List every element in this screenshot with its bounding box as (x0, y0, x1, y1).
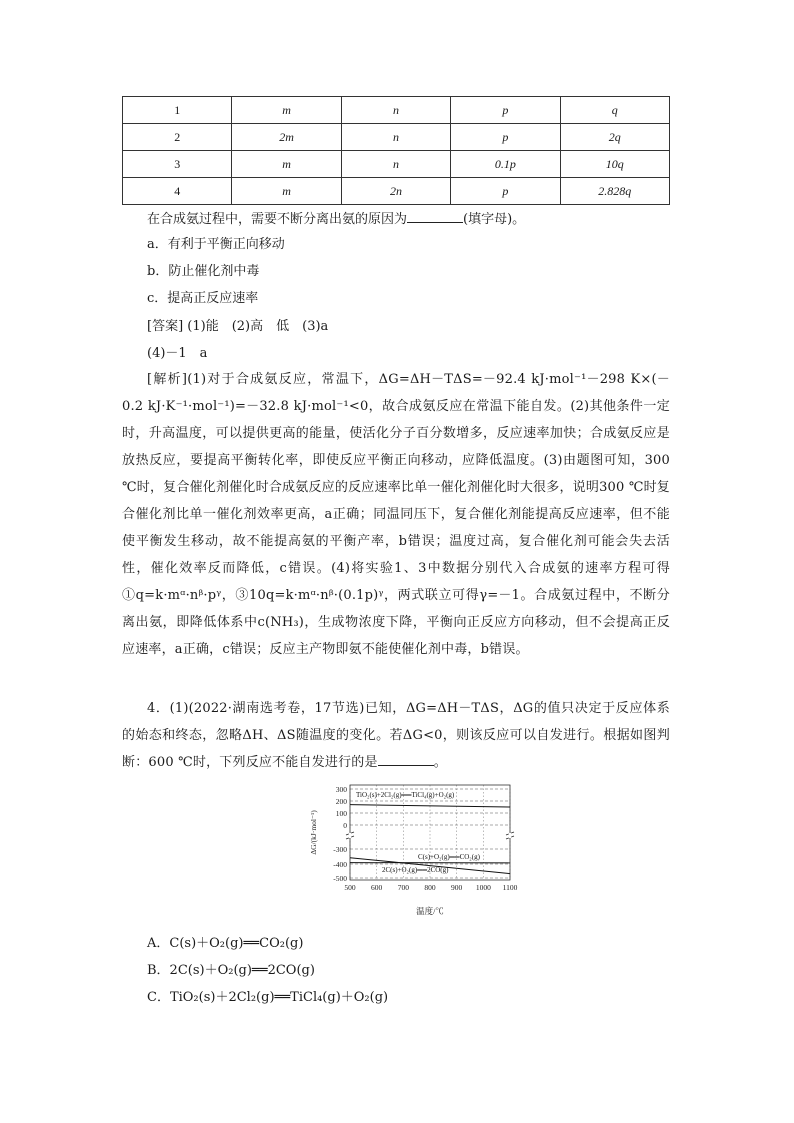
answer-blank (378, 752, 434, 766)
analysis-label: [解析] (147, 372, 188, 387)
table-cell: 3 (123, 151, 232, 178)
option-a: a．有利于平衡正向移动 (147, 237, 285, 252)
table-cell: 10q (560, 151, 669, 178)
option-b: b．防止催化剂中毒 (147, 264, 260, 279)
problem-4-tail: 。 (433, 755, 447, 770)
table-cell: p (451, 124, 560, 151)
table-cell: n (341, 151, 450, 178)
answer-blank (407, 209, 463, 223)
option-C: C．TiO₂(s)＋2Cl₂(g)══TiCl₄(g)＋O₂(g) (147, 990, 389, 1005)
table-cell: m (232, 151, 341, 178)
x-tick-label: 500 (344, 883, 356, 892)
table-cell: n (341, 124, 450, 151)
analysis-text: (1)对于合成氨反应，常温下，ΔG=ΔH－TΔS=－92.4 kJ·mol⁻¹－298 K×(－0.2 kJ·K⁻¹·mol⁻¹)=－32.8 kJ·mol⁻¹<0，故合成氨反应在常温下能自发。(2)其他条件一定时，升高温度，可以提供更高的能量，使活化分子百分数增多，反应速率加快；合成氨反应是放热反应，要提高平衡转化率，即使反应平衡正向移动，应降低温度。(3)由题图可知，300 ℃时，复合催化剂催化时合成氨反应的反应速率比单一催化剂催化时大很多，说明300 ℃时复合催化剂比单一催化剂效率更高，a正确；同温同压下，复合催化剂能提高反应速率，但不能使平衡发生移动，故不能提高氨的平衡产率，b错误；温度过高，复合催化剂可能会失去活性，催化效率反而降低，c错误。(4)将实验1、3中数据分别代入合成氨的速率方程可得①q=k·mᵅ·nᵝ·pᵞ，③10q=k·mᵅ·nᵝ·(0.1p)ᵞ，两式联立可得γ=－1。合成氨过程中，不断分离出氨，即降低体系中c(NH₃)，生成物浓度下降，平衡向正反应方向移动，但不会提高正反应速率，a正确，c错误；反应主产物即氨不能使催化剂中毒，b错误。 (122, 372, 670, 657)
chart-labels (309, 785, 518, 916)
y-tick-label: 100 (335, 809, 347, 818)
x-tick-label: 800 (424, 883, 436, 892)
y-tick-label: -400 (333, 860, 347, 869)
series-label: C(s)+O₂(g)══CO₂(g) (418, 853, 480, 861)
y-tick-label: 300 (335, 785, 347, 794)
y-tick-label: 0 (343, 821, 347, 830)
table-cell: q (560, 97, 669, 124)
x-tick-label: 900 (451, 883, 463, 892)
delta-g-temperature-chart (300, 783, 530, 921)
table-cell: p (451, 178, 560, 205)
answer-line-1 (147, 317, 328, 337)
x-tick-label: 600 (371, 883, 383, 892)
y-axis-label: ΔG/(kJ·mol⁻¹) (309, 810, 318, 855)
x-axis-label: 温度/℃ (416, 906, 444, 916)
table-cell: 1 (123, 97, 232, 124)
y-tick-label: 200 (335, 797, 347, 806)
option-B: B．2C(s)＋O₂(g)══2CO(g) (147, 963, 315, 978)
series-label: 2C(s)+O₂(g)══2CO(g) (382, 866, 449, 874)
axis-break-gap (509, 833, 511, 838)
table-cell: 2q (560, 124, 669, 151)
table-cell: p (451, 97, 560, 124)
answer-label: [答案] (147, 319, 184, 334)
table-cell: 2n (341, 178, 450, 205)
problem-4-text: 4．(1)(2022·湖南选考卷，17节选)已知，ΔG=ΔH－TΔS，ΔG的值只决定于反应体系的始态和终态，忽略ΔH、ΔS随温度的变化。若ΔG<0，则该反应可以自发进行。根据如图判断：600 ℃时，下列反应不能自发进行的是 (122, 701, 670, 770)
table-cell: 2.828q (560, 178, 669, 205)
rate-data-table (122, 96, 670, 205)
question-stem (147, 209, 525, 230)
analysis-paragraph (122, 366, 670, 663)
x-tick-label: 700 (397, 883, 409, 892)
answer-line-2: (4)－1 a (147, 346, 208, 361)
table-row (123, 97, 670, 124)
stem-text: 在合成氨过程中，需要不断分离出氨的原因为 (147, 212, 408, 227)
x-tick-label: 1100 (502, 883, 518, 892)
table-cell: 2 (123, 124, 232, 151)
table-cell: 4 (123, 178, 232, 205)
x-tick-label: 1000 (475, 883, 491, 892)
option-A: A．C(s)＋O₂(g)══CO₂(g) (147, 936, 304, 951)
table-row (123, 178, 670, 205)
y-tick-label: -500 (333, 874, 347, 883)
table-cell: n (341, 97, 450, 124)
problem-4-stem (122, 695, 670, 776)
table-cell: m (232, 178, 341, 205)
stem-tail: (填字母)。 (463, 212, 526, 227)
table-row (123, 151, 670, 178)
table-cell: m (232, 97, 341, 124)
table-row (123, 124, 670, 151)
series-label: TiO₂(s)+2Cl₂(g)══TiCl₄(g)+O₂(g) (356, 791, 455, 799)
table-cell: 0.1p (451, 151, 560, 178)
option-c: c．提高正反应速率 (147, 291, 259, 306)
axis-break-gap (349, 833, 351, 838)
table-cell: 2m (232, 124, 341, 151)
answer-text: (1)能 (2)高 低 (3)a (187, 319, 329, 334)
y-tick-label: -300 (333, 845, 347, 854)
